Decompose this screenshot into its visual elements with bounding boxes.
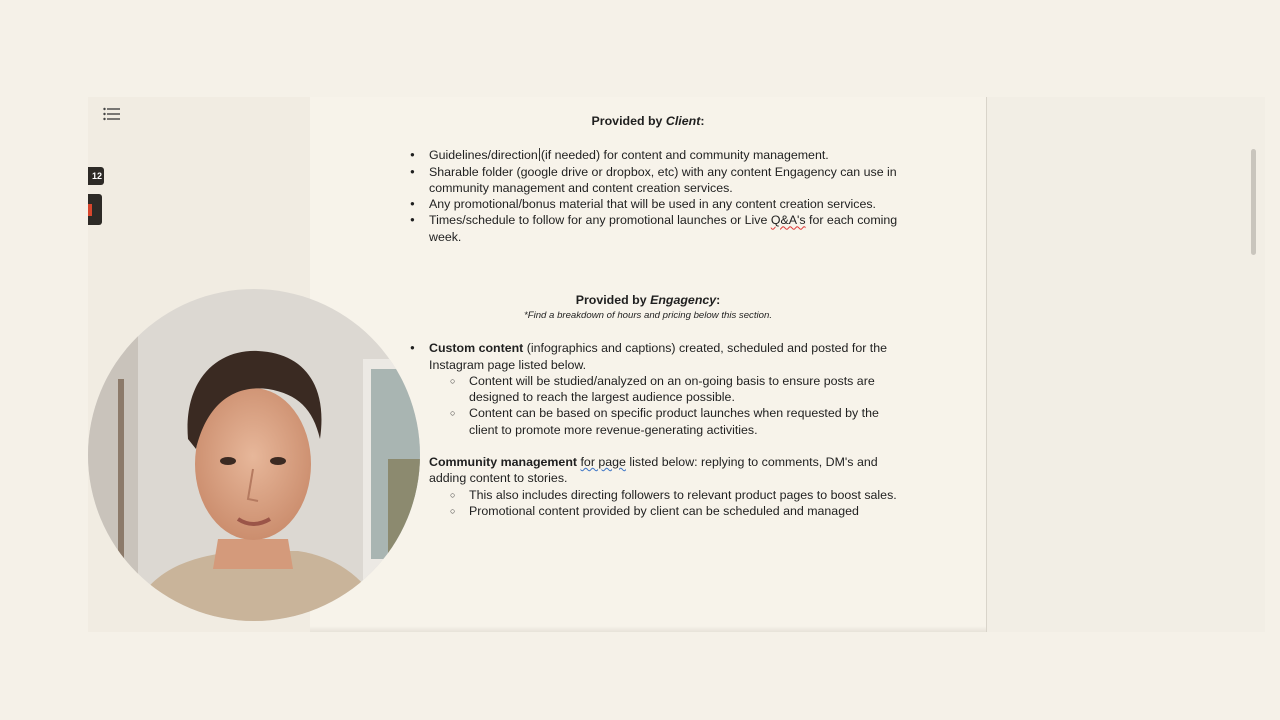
client-heading: Provided by Client: (591, 114, 705, 128)
record-indicator[interactable] (88, 194, 102, 225)
client-bullet-list (310, 147, 986, 245)
list-outline-icon[interactable] (103, 107, 121, 121)
record-dot (88, 204, 92, 216)
engagency-heading: Provided by Engagency: (575, 293, 721, 307)
list-item: ● Any promotional/bonus material that will be used in any content creation services. (310, 196, 909, 212)
grammar-flag[interactable]: for page (580, 455, 626, 470)
webcam-overlay (88, 289, 420, 621)
pricing-note: *Find a breakdown of hours and pricing below this section. (524, 310, 772, 322)
list-item: ● Guidelines/direction (if needed) for content and community management. (310, 147, 909, 163)
list-item: ● Sharable folder (google drive or dropbox, etc) with any content Engagency can use in community management and content creation services. (310, 164, 909, 197)
list-item-custom-content: ● Custom content (infographics and captions) created, scheduled and posted for the Instagram page listed below. (310, 340, 909, 373)
list-item: ● Times/schedule to follow for any promotional launches or Live Q&A's for each coming week. (310, 212, 909, 245)
sub-list-item: ○ This also includes directing followers to relevant product pages to boost sales. (310, 487, 909, 503)
document-page[interactable] (310, 97, 986, 632)
right-margin-panel (986, 97, 1265, 632)
list-item-community-management: Community management for page listed below: replying to comments, DM's and adding content to stories. (429, 455, 878, 486)
text-cursor-icon (539, 148, 540, 161)
sub-list-item: ○ Content can be based on specific product launches when requested by the client to promote more revenue-generating activities. (310, 405, 909, 438)
notification-badge[interactable]: 12 (88, 167, 104, 185)
section-provided-by-client (310, 113, 986, 245)
page-edge-shadow (310, 626, 986, 632)
spellcheck-flag[interactable]: Q&A's (770, 213, 806, 228)
sub-list-item: ○ Content will be studied/analyzed on an on-going basis to ensure posts are designed to reach the largest audience possible. (310, 373, 909, 406)
vertical-scrollbar[interactable] (1251, 149, 1256, 255)
presenter-video-icon (88, 289, 420, 621)
sub-list-item: ○ Promotional content provided by client can be scheduled and managed (310, 503, 909, 519)
